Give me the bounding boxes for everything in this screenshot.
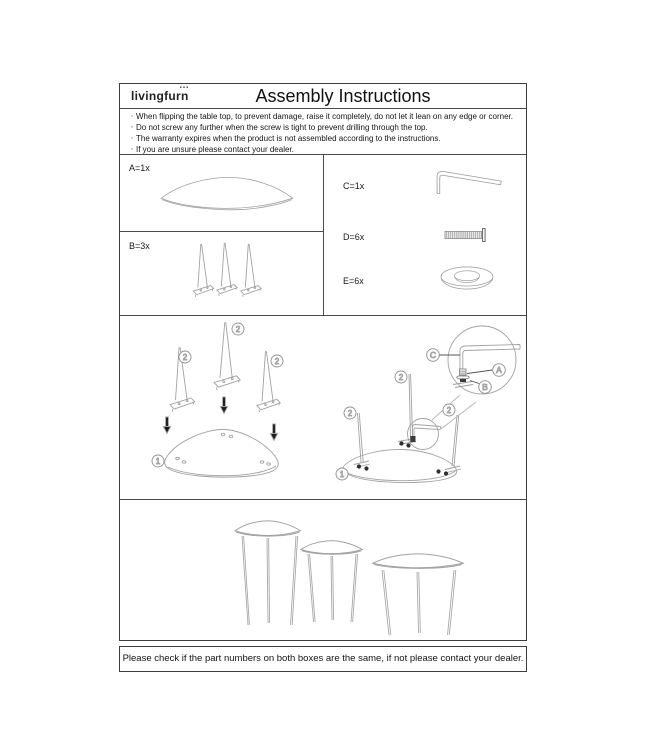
- allen-key-drawing: [432, 169, 506, 196]
- step2-leg-label: 2: [347, 408, 353, 418]
- assembly-step-diagram: [120, 316, 526, 500]
- assembly-steps-section: [120, 316, 526, 500]
- step2-labels: [336, 349, 505, 480]
- warning-item: [128, 144, 522, 155]
- document-main-box: [119, 83, 527, 641]
- part-d-label: D=6x: [343, 232, 365, 242]
- medium-table-drawing: [301, 541, 362, 622]
- bullet-icon: ◦: [130, 146, 134, 153]
- screw-head-dots: [357, 441, 448, 475]
- bullet-icon: ◦: [130, 124, 134, 131]
- small-callout-circle: [408, 419, 442, 450]
- step1-labels: [152, 323, 283, 467]
- step2-leg-label: 2: [398, 372, 404, 382]
- bullet-icon: ◦: [130, 135, 134, 142]
- screw-detail: [460, 371, 467, 375]
- table-top-drawing: [153, 176, 301, 213]
- warning-item: [128, 111, 522, 122]
- page-title: Assembly Instructions: [255, 86, 431, 106]
- screw-drawing: [444, 227, 492, 243]
- footer-note: [119, 646, 527, 672]
- step1-leg-label: 2: [235, 324, 241, 334]
- step1-tabletop-label: 1: [155, 456, 161, 466]
- part-a-cell: [120, 155, 323, 232]
- logo-dots-icon: •••: [179, 85, 190, 91]
- warning-text: Do not screw any further when the screw is tight to prevent drilling through the top.: [136, 123, 428, 132]
- brand-logo-text: livingfurn: [131, 89, 189, 103]
- part-b-label: B=3x: [129, 241, 150, 251]
- callout-top-label: A: [496, 365, 502, 375]
- part-a-label: A=1x: [129, 163, 150, 173]
- parts-right-column: [324, 155, 526, 315]
- finished-tables-drawing: [120, 500, 526, 640]
- tall-table-drawing: [235, 521, 300, 625]
- washer-drawing: [438, 265, 496, 291]
- callout-leg-label: B: [482, 382, 488, 392]
- parts-left-column: [120, 155, 324, 315]
- bullet-icon: ◦: [130, 113, 134, 120]
- step1-leg-label: 2: [182, 352, 188, 362]
- finished-tables-section: [120, 500, 526, 640]
- assembly-document: [119, 83, 527, 672]
- parts-table: [120, 155, 526, 316]
- part-b-cell: [120, 232, 323, 315]
- step1-diagram: [152, 322, 283, 477]
- down-arrow-icon: [163, 417, 170, 434]
- warning-text: When flipping the table top, to prevent damage, raise it completely, do not let it lean on any edge or corner.: [136, 112, 513, 121]
- warnings-box: [120, 109, 526, 155]
- document-header: [120, 84, 526, 109]
- low-table-drawing: [373, 554, 463, 635]
- part-e-label: E=6x: [343, 276, 364, 286]
- table-legs-drawing: [180, 240, 270, 304]
- step2-diagram: [336, 326, 520, 483]
- step1-leg-label: 2: [274, 356, 280, 366]
- flipped-tabletop-drawing: [165, 429, 279, 477]
- down-arrow-icon: [220, 397, 227, 414]
- warning-text: The warranty expires when the product is not assembled according to the instructions.: [136, 134, 441, 143]
- callout-tool-label: C: [429, 350, 437, 360]
- warning-item: [128, 122, 522, 133]
- step2-leg-label: 2: [446, 405, 452, 415]
- warning-item: [128, 133, 522, 144]
- allen-key-detail: [465, 345, 520, 351]
- warning-text: If you are unsure please contact your dealer.: [136, 145, 294, 154]
- step2-tabletop-label: 1: [339, 469, 345, 479]
- down-arrow-icon: [270, 424, 277, 441]
- footer-note-text: Please check if the part numbers on both boxes are the same, if not please contact your dealer.: [122, 653, 524, 664]
- brand-logo: [131, 85, 190, 103]
- part-c-label: C=1x: [343, 181, 365, 191]
